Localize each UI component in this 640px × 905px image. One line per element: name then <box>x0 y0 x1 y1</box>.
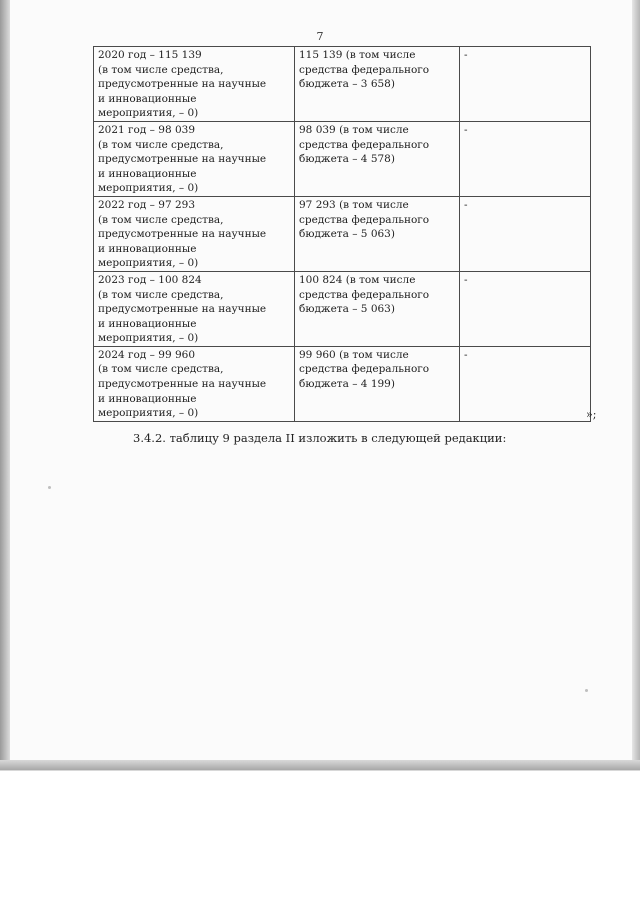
year-total-line: 2023 год – 100 824 <box>98 273 202 286</box>
year-total-line: 2022 год – 97 293 <box>98 198 196 211</box>
federal-budget-line: бюджета – 5 063) <box>299 228 395 241</box>
year-total-cell <box>94 121 295 196</box>
year-total-cell <box>94 346 295 421</box>
year-total-line: 2021 год – 98 039 <box>98 123 196 136</box>
year-total-line: предусмотренные на научные <box>98 153 267 166</box>
year-total-line: предусмотренные на научные <box>98 303 267 316</box>
year-total-line: (в том числе средства, <box>98 138 224 151</box>
other-sources-cell: - <box>460 121 591 196</box>
year-total-line: и инновационные <box>98 242 197 255</box>
year-total-line: (в том числе средства, <box>98 288 224 301</box>
federal-budget-line: 98 039 (в том числе <box>299 123 409 136</box>
federal-budget-line: бюджета – 4 199) <box>299 378 395 391</box>
year-total-line: и инновационные <box>98 167 197 180</box>
other-sources-cell: - <box>460 47 591 122</box>
federal-budget-cell <box>295 47 460 122</box>
year-total-line: мероприятия, – 0) <box>98 182 199 195</box>
other-sources-cell: - <box>460 346 591 421</box>
year-total-line: мероприятия, – 0) <box>98 407 199 420</box>
federal-budget-cell <box>295 271 460 346</box>
year-total-line: предусмотренные на научные <box>98 228 267 241</box>
federal-budget-cell <box>295 121 460 196</box>
table-row <box>94 196 591 271</box>
table-row <box>94 271 591 346</box>
federal-budget-line: средства федерального <box>299 63 430 76</box>
scan-speck <box>585 689 588 692</box>
table-row <box>94 121 591 196</box>
other-sources-cell: - <box>460 196 591 271</box>
federal-budget-line: 100 824 (в том числе <box>299 273 416 286</box>
page-number: 7 <box>316 30 324 43</box>
federal-budget-line: средства федерального <box>299 138 430 151</box>
year-total-line: 2024 год – 99 960 <box>98 348 196 361</box>
closing-quote: »; <box>586 408 597 421</box>
year-total-line: мероприятия, – 0) <box>98 107 199 120</box>
year-total-line: мероприятия, – 0) <box>98 332 199 345</box>
year-total-line: 2020 год – 115 139 <box>98 49 202 61</box>
federal-budget-line: бюджета – 4 578) <box>299 153 395 166</box>
federal-budget-line: бюджета – 5 063) <box>299 303 395 316</box>
federal-budget-line: 97 293 (в том числе <box>299 198 409 211</box>
funding-table-body <box>94 47 591 422</box>
table-row <box>94 47 591 122</box>
table-row <box>94 346 591 421</box>
federal-budget-line: средства федерального <box>299 363 430 376</box>
scan-edge-bottom <box>0 760 640 771</box>
year-total-cell <box>94 47 295 122</box>
federal-budget-line: 115 139 (в том числе <box>299 49 416 61</box>
year-total-cell <box>94 271 295 346</box>
federal-budget-line: 99 960 (в том числе <box>299 348 409 361</box>
year-total-cell <box>94 196 295 271</box>
funding-table <box>93 46 591 422</box>
year-total-line: предусмотренные на научные <box>98 378 267 391</box>
scan-edge-left <box>0 0 10 770</box>
federal-budget-line: бюджета – 3 658) <box>299 78 395 91</box>
scan-edge-right <box>632 0 640 770</box>
federal-budget-line: средства федерального <box>299 213 430 226</box>
year-total-line: и инновационные <box>98 392 197 405</box>
year-total-line: (в том числе средства, <box>98 63 224 76</box>
year-total-line: и инновационные <box>98 317 197 330</box>
instruction-text: 3.4.2. таблицу 9 раздела II изложить в следующей редакции: <box>133 431 507 445</box>
year-total-line: (в том числе средства, <box>98 213 224 226</box>
federal-budget-cell <box>295 196 460 271</box>
year-total-line: мероприятия, – 0) <box>98 257 199 270</box>
year-total-line: и инновационные <box>98 92 197 105</box>
year-total-line: (в том числе средства, <box>98 363 224 376</box>
other-sources-cell: - <box>460 271 591 346</box>
scan-speck <box>48 486 51 489</box>
year-total-line: предусмотренные на научные <box>98 78 267 91</box>
federal-budget-cell <box>295 346 460 421</box>
federal-budget-line: средства федерального <box>299 288 430 301</box>
